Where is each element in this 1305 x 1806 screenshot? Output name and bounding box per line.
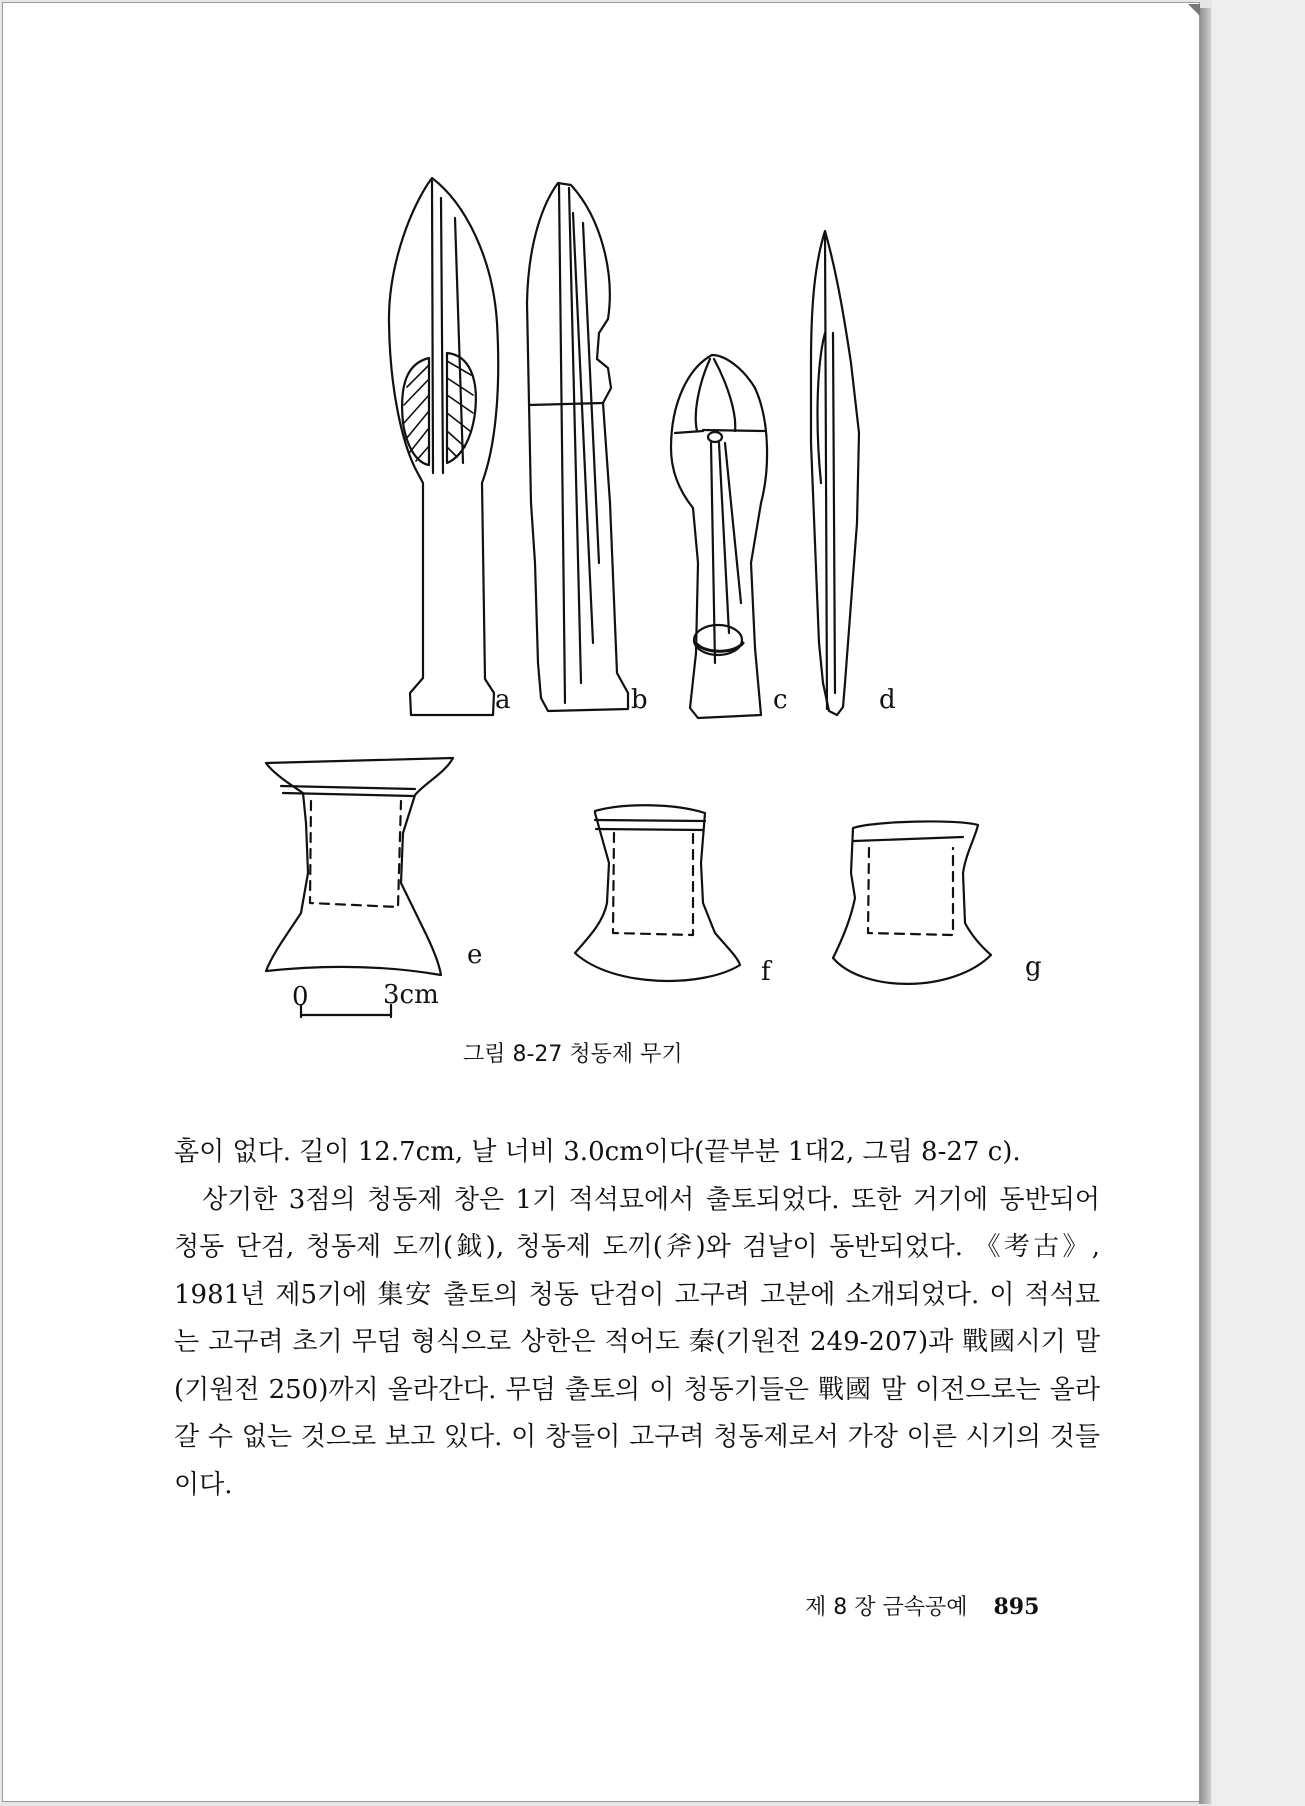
scale-start-label: 0 bbox=[292, 982, 309, 1012]
document-page bbox=[2, 2, 1200, 1802]
spearhead-a bbox=[389, 178, 498, 715]
spearhead-c bbox=[671, 355, 767, 718]
page-number: 895 bbox=[993, 1594, 1040, 1620]
spearhead-b bbox=[527, 183, 628, 711]
scale-end-label: 3cm bbox=[383, 980, 439, 1010]
label-g: g bbox=[1025, 952, 1042, 982]
body-text bbox=[174, 1129, 1100, 1509]
scale-bar bbox=[292, 980, 439, 1017]
label-f: f bbox=[761, 957, 771, 987]
spearhead-d bbox=[811, 231, 859, 715]
axe-head-e bbox=[266, 758, 453, 975]
label-c: c bbox=[773, 685, 788, 715]
paragraph: 홈이 없다. 길이 12.7cm, 날 너비 3.0cm이다(끝부분 1대2, 그림 8-27 c). bbox=[174, 1137, 1021, 1167]
viewer-side-strip bbox=[1212, 0, 1305, 1806]
axe-head-f bbox=[575, 805, 740, 981]
bronze-weapons-figure bbox=[3, 3, 1201, 1083]
figure-caption: 그림 8-27 청동제 무기 bbox=[463, 1042, 683, 1067]
axe-head-g bbox=[833, 821, 991, 983]
label-a: a bbox=[495, 685, 511, 715]
paragraph: 상기한 3점의 청동제 창은 1기 적석묘에서 출토되었다. 또한 거기에 동반되어 청동 단검, 청동제 도끼(鉞), 청동제 도끼(斧)와 검날이 동반되었다. 《考古》, 1981년 제5기에 集安 출토의 청동 단검이 고구려 고분에 소개되었다. 이 적석묘는 고구려 초기 무덤 형식으로 상한은 적어도 秦(기원전 249-207)과 戰國시기 말(기원전 250)까지 올라간다. 무덤 출토의 이 청동기들은 戰國 말 이전으로는 올라갈 수 없는 것으로 보고 있다. 이 창들이 고구려 청동제로서 가장 이른 시기의 것들이다. bbox=[174, 1184, 1100, 1500]
page-corner-mark bbox=[1188, 4, 1200, 16]
chapter-title: 제 8 장 금속공예 bbox=[805, 1595, 968, 1620]
label-d: d bbox=[879, 685, 896, 715]
label-e: e bbox=[467, 940, 483, 970]
page-footer bbox=[805, 1590, 1095, 1621]
label-b: b bbox=[631, 685, 648, 715]
